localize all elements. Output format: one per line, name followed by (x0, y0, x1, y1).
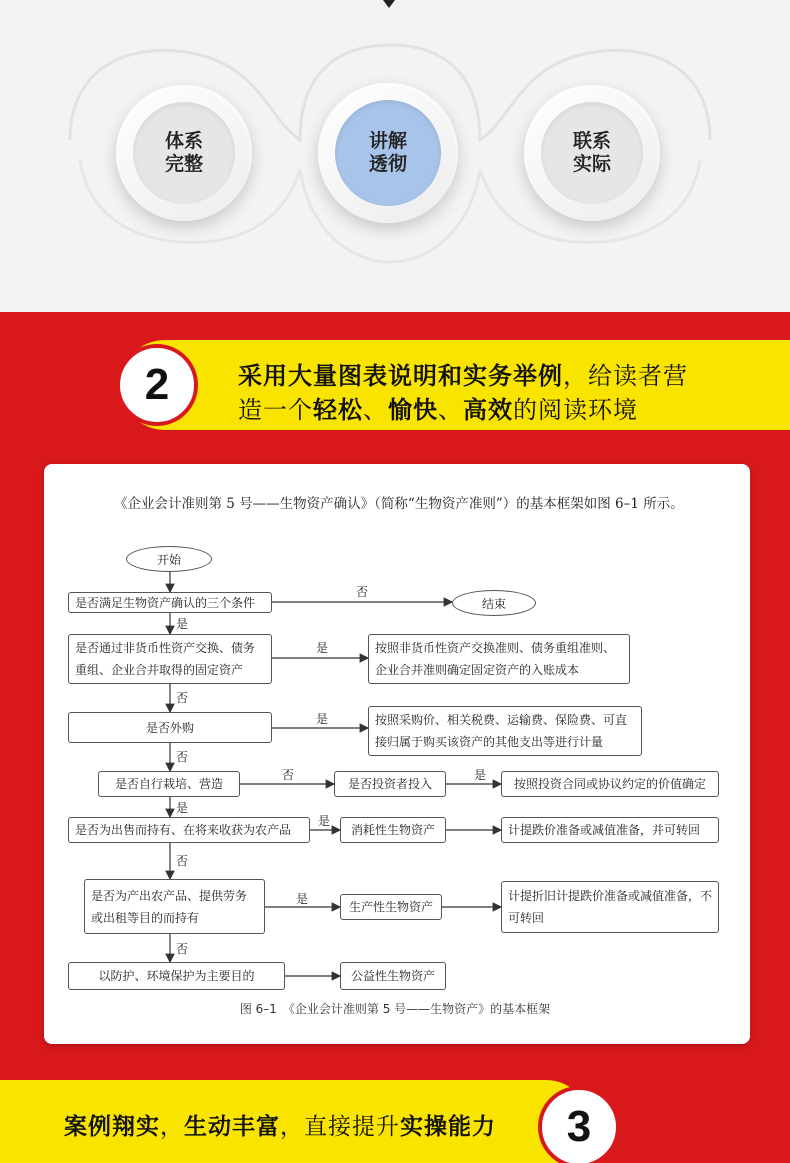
flow-label-no-4: 否 (282, 768, 295, 782)
feature-label-left: 体系 完整 (133, 102, 235, 204)
flow-a3: 按照采购价、相关税费、运输费、保险费、可直接归属于购买该资产的其他支出等进行计量 (368, 706, 642, 756)
section-3-number: 3 (538, 1086, 620, 1163)
section-2-heading-line2: 造一个轻松、愉快、高效的阅读环境 (238, 396, 638, 424)
flow-label-yes-4: 是 (474, 768, 487, 782)
flow-end: 结束 (452, 590, 536, 616)
flow-label-yes-7: 是 (296, 892, 309, 906)
feature-label-middle: 讲解 透彻 (335, 100, 441, 206)
flow-q4b: 是否投资者投入 (334, 771, 446, 797)
intro-paragraph: 《企业会计准则第 5 号——生物资产确认》（简称“生物资产准则”）的基本框架如图 6–1 所示。 (114, 496, 684, 512)
flow-label-no-3: 否 (176, 750, 189, 764)
flow-a2: 按照非货币性资产交换准则、债务重组准则、企业合并准则确定固定资产的入账成本 (368, 634, 630, 684)
flow-q6: 是否为产出农产品、提供劳务或出租等目的而持有 (84, 879, 265, 934)
flow-t6: 生产性生物资产 (340, 894, 442, 920)
flow-label-no-1: 否 (356, 585, 369, 599)
flow-q7: 以防护、环境保护为主要目的 (68, 962, 285, 990)
flow-a5: 计提跌价准备或减值准备，并可转回 (501, 817, 719, 843)
flow-q3: 是否外购 (68, 712, 272, 743)
flow-a4: 按照投资合同或协议约定的价值确定 (501, 771, 719, 797)
figure-caption: 图 6–1 《企业会计准则第 5 号——生物资产》的基本框架 (239, 1002, 551, 1016)
flow-label-no-5: 否 (176, 854, 189, 868)
flow-label-yes-6: 是 (318, 814, 331, 828)
flow-q4: 是否自行栽培、营造 (98, 771, 240, 797)
flow-label-yes-3: 是 (316, 712, 329, 726)
flow-q2: 是否通过非货币性资产交换、债务重组、企业合并取得的固定资产 (68, 634, 272, 684)
section-2-heading-line1: 采用大量图表说明和实务举例，给读者营 (238, 362, 688, 390)
flow-label-yes-5: 是 (176, 801, 189, 815)
flow-label-yes-2: 是 (316, 641, 329, 655)
flow-t7: 公益性生物资产 (340, 962, 446, 990)
flow-a6: 计提折旧计提跌价准备或减值准备，不可转回 (501, 881, 719, 933)
section-2-number: 2 (116, 344, 198, 426)
section-3-heading: 案例翔实，生动丰富，直接提升实操能力 (64, 1114, 496, 1140)
flow-q1: 是否满足生物资产确认的三个条件 (68, 592, 272, 613)
flow-label-yes-1: 是 (176, 617, 189, 631)
flow-start: 开始 (126, 546, 212, 572)
flow-t5: 消耗性生物资产 (340, 817, 446, 843)
flow-label-no-6: 否 (176, 942, 189, 956)
feature-label-right: 联系 实际 (541, 102, 643, 204)
flow-label-no-2: 否 (176, 691, 189, 705)
flow-q5: 是否为出售而持有、在将来收获为农产品 (68, 817, 310, 843)
